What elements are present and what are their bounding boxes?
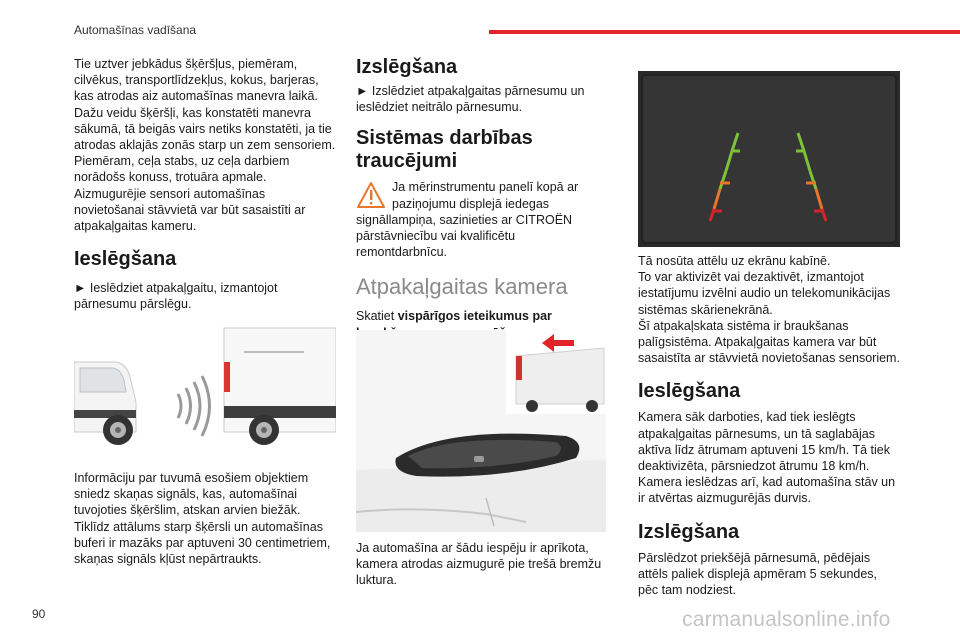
intro-paragraph-4: Aizmugurējie sensori automašīnas novietošanai stāvvietā var būt sasaistīti ar atpakaļgaitas kameru.	[74, 186, 306, 234]
running-header: Automašīnas vadīšana	[74, 23, 197, 37]
intro-paragraph-3: Piemēram, ceļa stabs, uz ceļa darbiem norādošs konuss, trotuāra apmale.	[74, 154, 290, 185]
display-text-3: Šī atpakaļskata sistēma ir braukšanas palīgsistēma. Atpakaļgaitas kamera var būt sasaistīta ar stāvvietā novietošanas sensoriem.	[638, 318, 900, 366]
section-heading-faults	[356, 127, 606, 173]
camera-deactivation-heading: Izslēgšana	[638, 520, 740, 543]
warning-triangle-icon	[356, 181, 386, 209]
header-accent-bar	[489, 30, 960, 34]
page-number: 90	[32, 607, 46, 621]
watermark: carmanualsonline.info	[682, 608, 891, 631]
see-prefix: Skatiet	[356, 309, 398, 324]
camera-location-block	[356, 540, 606, 589]
display-text-2: To var aktivizēt vai dezaktivēt, izmantojot iestatījumu izvēlni audio un telekomunikācijas sistēmas skārienekrānā.	[638, 270, 891, 317]
camera-activation-heading: Ieslēgšana	[638, 380, 741, 403]
faults-heading-line-2: traucējumi	[356, 150, 458, 173]
column-middle	[356, 56, 606, 357]
camera-location-text: Ja automašīna ar šādu iespēju ir aprīkota, kamera atrodas aizmugurē pie trešā bremžu luktura.	[356, 541, 602, 588]
intro-paragraph-2: Dažu veidu šķēršļi, kas konstatēti manevra sākumā, tā beigās vairs netiks konstatēti, ja tie atrodas aklajās zonās starp un zem sensoriem.	[74, 105, 336, 153]
section-heading-deactivation: Izslēgšana	[356, 56, 458, 78]
see-reference-link: vispārīgos ieteikumus par	[397, 309, 552, 324]
fault-text: Ja mērinstrumentu panelī kopā ar paziņojumu displejā iedegas signāllampiņa, sazinieties ar CITROËN pārstāvniecību vai kvalificētu remontdarbnīcu.	[356, 180, 579, 260]
section-heading-camera: Atpakaļgaitas kamera	[356, 274, 568, 300]
sensor-info-paragraph: Informāciju par tuvumā esošiem objektiem sniedz skaņas signāls, kas, automašīnai tuvojoties šķēršlim, atskan arvien biežāk.	[74, 471, 309, 518]
faults-heading-line-1: Sistēmas darbības	[356, 127, 533, 150]
camera-deactivation-text: Pārslēdzot priekšējā pārnesumā, pēdējais attēls paliek displejā apmēram 5 sekundes, pēc tam nodziest.	[638, 550, 878, 598]
activation-step: ► Ieslēdziet atpakaļgaitu, izmantojot pārnesumu pārslēgu.	[74, 280, 338, 312]
camera-activation-text: Kamera sāk darboties, kad tiek ieslēgts atpakaļgaitas pārnesums, un tā saglabājas aktīva līdz ātrumam aptuveni 15 km/h. Tā tiek deaktivizēta, pārsniedzot ātrumu 18 km/h. Kamera ieslēdzas arī, kad automašīna stāv un ir atvērtas aizmugurējās durvis.	[638, 410, 896, 506]
intro-paragraph: Tie uztver jebkādus šķēršļus, piemēram, cilvēkus, transportlīdzekļus, kokus, barjeras, kas atrodas aiz automašīnas manevra laikā.	[74, 57, 319, 104]
display-text-1: Tā nosūta attēlu uz ekrānu kabīnē.	[638, 254, 831, 268]
van-sensors-illustration	[74, 322, 336, 446]
fault-note	[356, 179, 606, 260]
sensor-info-block	[74, 470, 338, 567]
sensor-info-paragraph-2: Tiklīdz attālums starp šķērsli un automašīnas buferi ir mazāks par aptuveni 30 centimetriem, skaņas signāls kļūst nepārtraukts.	[74, 519, 331, 567]
section-heading-activation: Ieslēgšana	[74, 248, 177, 271]
deactivation-step: ► Izslēdziet atpakaļgaitas pārnesumu un ieslēdziet neitrālo pārnesumu.	[356, 83, 606, 115]
column-right	[638, 253, 900, 598]
column-left	[74, 56, 338, 313]
rear-camera-illustration	[356, 330, 606, 532]
camera-display-illustration	[638, 71, 900, 247]
